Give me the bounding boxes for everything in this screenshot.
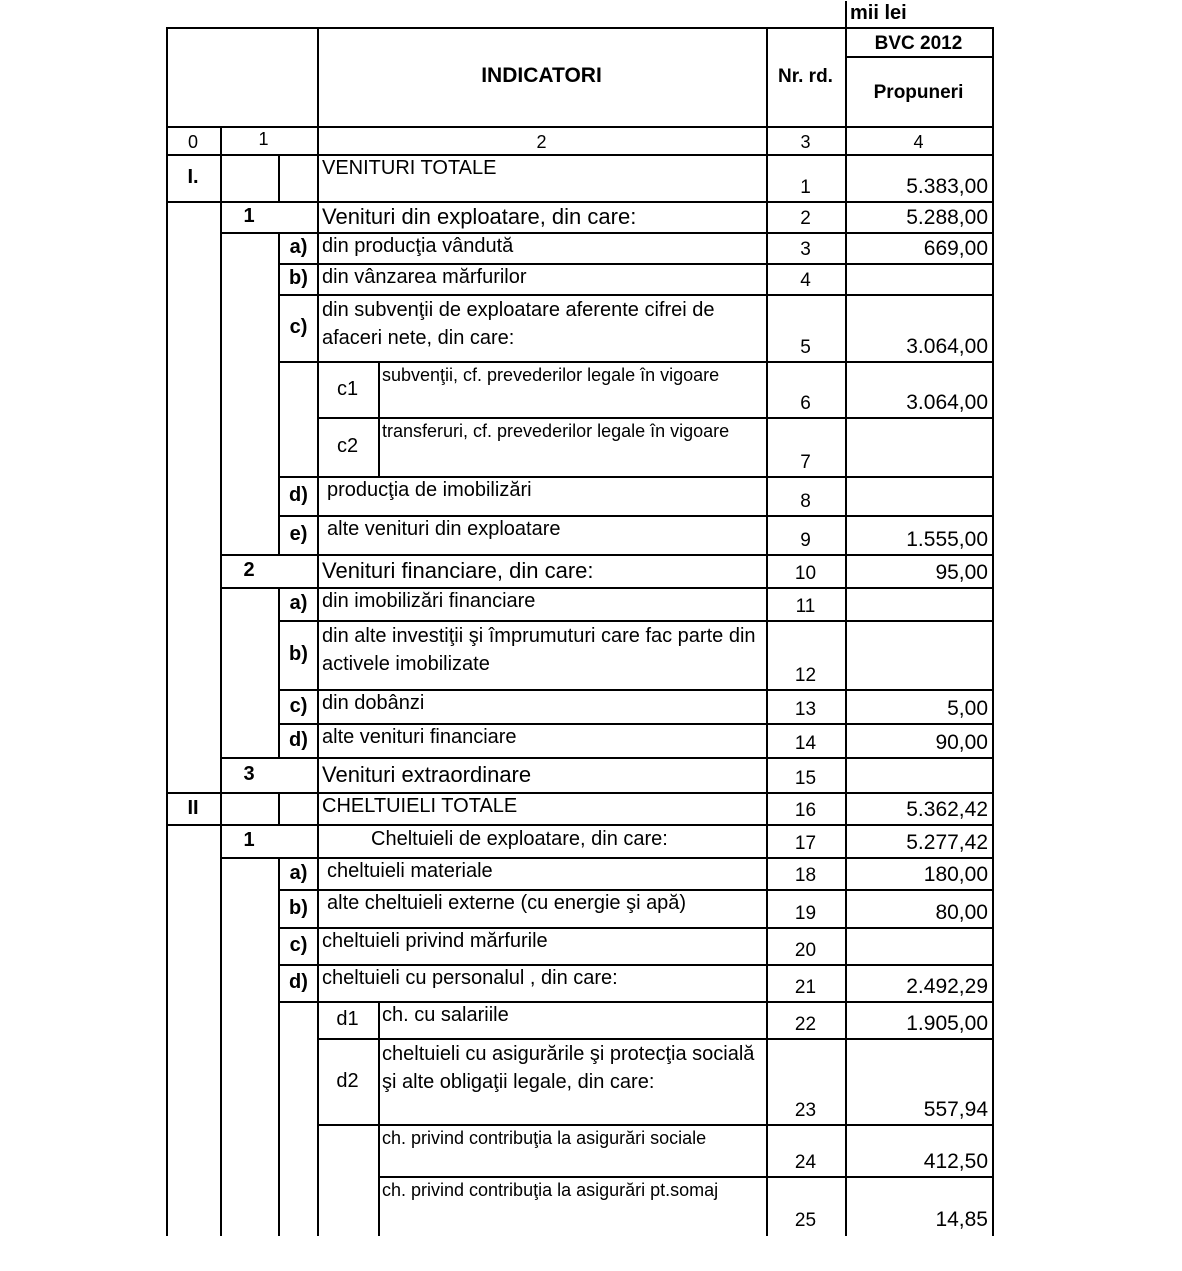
grid-line-h bbox=[166, 824, 994, 826]
grid-line-h bbox=[278, 889, 994, 891]
row-number: 23 bbox=[794, 1100, 817, 1121]
grid-line-h bbox=[220, 587, 994, 589]
row-number: 14 bbox=[794, 733, 817, 754]
grid-line-h bbox=[317, 1038, 994, 1040]
grid-line-h bbox=[220, 757, 994, 759]
col-number-2: 2 bbox=[536, 132, 547, 152]
grid-line-h bbox=[220, 232, 994, 234]
row-label-l0: II bbox=[187, 797, 199, 819]
grid-line-h bbox=[220, 857, 994, 859]
row-label-l3: c1 bbox=[336, 378, 359, 400]
row-indicator-text: din imobilizări financiare bbox=[322, 590, 536, 612]
row-number: 4 bbox=[800, 270, 811, 291]
row-indicator-text: subvenţii, cf. prevederilor legale în vigoare bbox=[382, 365, 720, 385]
grid-line-v bbox=[845, 27, 847, 1236]
row-number: 10 bbox=[794, 563, 817, 584]
grid-line-v bbox=[220, 155, 222, 1236]
row-label-l2: c) bbox=[289, 695, 308, 717]
grid-line-h bbox=[278, 361, 994, 363]
row-indicator-text: alte cheltuieli externe (cu energie şi apă) bbox=[327, 892, 687, 914]
grid-line-h bbox=[166, 126, 994, 128]
grid-line-h bbox=[278, 476, 994, 478]
row-label-l2: d) bbox=[289, 729, 308, 751]
row-number: 13 bbox=[794, 699, 817, 720]
row-indicator-text: din dobânzi bbox=[322, 692, 425, 714]
grid-line-h bbox=[845, 56, 994, 58]
row-indicator-text: producţia de imobilizări bbox=[327, 479, 532, 501]
row-indicator-text: transferuri, cf. prevederilor legale în vigoare bbox=[382, 421, 730, 441]
row-indicator-text: din alte investiţii şi împrumuturi care fac parte din activele imobilizate bbox=[322, 625, 756, 675]
row-number: 18 bbox=[794, 865, 817, 886]
grid-line-h bbox=[317, 417, 994, 419]
grid-line-h bbox=[278, 927, 994, 929]
grid-line-h bbox=[278, 1001, 994, 1003]
row-label-l3: d2 bbox=[336, 1070, 359, 1092]
row-number: 5 bbox=[800, 337, 811, 358]
grid-line-h bbox=[166, 792, 994, 794]
row-indicator-text: CHELTUIELI TOTALE bbox=[322, 795, 518, 817]
grid-line-v bbox=[220, 126, 222, 156]
row-number: 7 bbox=[800, 452, 811, 473]
grid-line-h bbox=[166, 201, 994, 203]
row-label-l0: I. bbox=[187, 166, 199, 188]
row-label-l2: e) bbox=[289, 523, 308, 545]
row-number: 17 bbox=[794, 833, 817, 854]
row-indicator-text: Cheltuieli de exploatare, din care: bbox=[371, 828, 668, 850]
header-bvc: BVC 2012 bbox=[874, 33, 963, 54]
grid-line-h bbox=[278, 689, 994, 691]
row-value: 557,94 bbox=[923, 1098, 988, 1121]
row-value: 14,85 bbox=[935, 1208, 988, 1231]
row-number: 8 bbox=[800, 491, 811, 512]
header-nr-rd: Nr. rd. bbox=[778, 66, 833, 87]
col-number-4: 4 bbox=[913, 132, 924, 152]
grid-line-h bbox=[278, 723, 994, 725]
header-propuneri: Propuneri bbox=[873, 82, 964, 103]
row-indicator-text: alte venituri din exploatare bbox=[327, 518, 561, 540]
row-number: 20 bbox=[794, 940, 817, 961]
grid-line-v bbox=[378, 362, 380, 478]
row-label-l2: b) bbox=[289, 267, 308, 289]
row-label-l2: a) bbox=[289, 236, 308, 258]
col-number-0: 0 bbox=[187, 132, 198, 152]
row-label-l2: c) bbox=[289, 316, 308, 338]
row-number: 3 bbox=[800, 239, 811, 260]
row-number: 1 bbox=[800, 177, 811, 198]
grid-line-v bbox=[278, 155, 280, 203]
row-indicator-text: alte venituri financiare bbox=[322, 726, 517, 748]
col-number-3: 3 bbox=[800, 132, 811, 152]
row-value: 90,00 bbox=[935, 731, 988, 754]
row-label-l2: c) bbox=[289, 934, 308, 956]
grid-line-v bbox=[166, 27, 168, 1236]
grid-line-v bbox=[278, 588, 280, 759]
grid-line-h bbox=[166, 154, 994, 156]
row-label-l1: 1 bbox=[243, 829, 255, 851]
unit-label: mii lei bbox=[850, 2, 907, 24]
row-indicator-text: din vânzarea mărfurilor bbox=[322, 266, 527, 288]
row-value: 1.905,00 bbox=[906, 1012, 988, 1035]
header-indicatori: INDICATORI bbox=[481, 64, 602, 87]
row-number: 24 bbox=[794, 1152, 817, 1173]
col-number-1: 1 bbox=[258, 129, 269, 149]
grid-line-h bbox=[166, 27, 847, 29]
grid-line-h bbox=[278, 620, 994, 622]
row-value: 669,00 bbox=[923, 237, 988, 260]
row-value: 80,00 bbox=[935, 901, 988, 924]
row-label-l2: d) bbox=[289, 484, 308, 506]
row-label-l1: 2 bbox=[243, 559, 255, 581]
row-label-l1: 3 bbox=[243, 763, 255, 785]
row-number: 22 bbox=[794, 1014, 817, 1035]
row-indicator-text: cheltuieli cu asigurările şi protecţia socială şi alte obligaţii legale, din care: bbox=[382, 1043, 755, 1093]
row-number: 21 bbox=[794, 977, 817, 998]
row-value: 3.064,00 bbox=[906, 391, 988, 414]
grid-line-v bbox=[992, 27, 994, 1236]
row-label-l2: b) bbox=[289, 897, 308, 919]
row-value: 1.555,00 bbox=[906, 528, 988, 551]
row-number: 19 bbox=[794, 903, 817, 924]
row-value: 412,50 bbox=[923, 1150, 988, 1173]
row-indicator-text: VENITURI TOTALE bbox=[322, 157, 497, 179]
grid-line-h bbox=[278, 263, 994, 265]
row-number: 12 bbox=[794, 665, 817, 686]
row-number: 11 bbox=[795, 596, 816, 617]
grid-line-v bbox=[766, 27, 768, 1236]
row-indicator-text: cheltuieli cu personalul , din care: bbox=[322, 967, 618, 989]
row-indicator-text: din subvenţii de exploatare aferente cifrei de afaceri nete, din care: bbox=[322, 299, 715, 349]
grid-line-v bbox=[317, 27, 319, 156]
grid-line-v bbox=[278, 858, 280, 1236]
row-value: 2.492,29 bbox=[906, 975, 988, 998]
row-number: 6 bbox=[800, 393, 811, 414]
row-indicator-text: Venituri extraordinare bbox=[322, 762, 532, 787]
row-indicator-text: din producţia vândută bbox=[322, 235, 514, 257]
row-number: 25 bbox=[794, 1210, 817, 1231]
row-label-l3: c2 bbox=[336, 435, 359, 457]
row-indicator-text: cheltuieli privind mărfurile bbox=[322, 930, 548, 952]
row-indicator-text: cheltuieli materiale bbox=[327, 860, 493, 882]
row-number: 16 bbox=[794, 800, 817, 821]
grid-line-h bbox=[278, 964, 994, 966]
row-label-l2: a) bbox=[289, 862, 308, 884]
row-label-l3: d1 bbox=[336, 1008, 359, 1030]
row-indicator-text: Venituri financiare, din care: bbox=[322, 558, 594, 583]
grid-line-v bbox=[278, 793, 280, 826]
grid-line-h bbox=[220, 554, 994, 556]
grid-line-h bbox=[845, 27, 994, 29]
row-label-l2: a) bbox=[289, 592, 308, 614]
row-value: 5.277,42 bbox=[906, 831, 988, 854]
row-indicator-text: ch. privind contribuţia la asigurări pt.somaj bbox=[382, 1180, 719, 1200]
row-number: 2 bbox=[800, 208, 811, 229]
row-value: 95,00 bbox=[935, 561, 988, 584]
row-indicator-text: ch. privind contribuţia la asigurări sociale bbox=[382, 1128, 707, 1148]
row-value: 5.383,00 bbox=[906, 175, 988, 198]
row-number: 15 bbox=[794, 768, 817, 789]
row-value: 5,00 bbox=[947, 697, 988, 720]
row-value: 3.064,00 bbox=[906, 335, 988, 358]
grid-line-h bbox=[278, 294, 994, 296]
row-value: 5.288,00 bbox=[906, 206, 988, 229]
grid-line-h bbox=[378, 1176, 994, 1178]
row-value: 5.362,42 bbox=[906, 798, 988, 821]
row-number: 9 bbox=[800, 530, 811, 551]
grid-line-h bbox=[317, 1124, 994, 1126]
row-label-l1: 1 bbox=[243, 205, 255, 227]
row-value: 180,00 bbox=[923, 863, 988, 886]
row-indicator-text: ch. cu salariile bbox=[382, 1004, 509, 1026]
row-label-l2: b) bbox=[289, 643, 308, 665]
grid-line-v bbox=[278, 233, 280, 556]
grid-line-h bbox=[278, 515, 994, 517]
grid-line-v bbox=[317, 155, 319, 1236]
row-indicator-text: Venituri din exploatare, din care: bbox=[322, 204, 637, 229]
row-label-l2: d) bbox=[289, 971, 308, 993]
